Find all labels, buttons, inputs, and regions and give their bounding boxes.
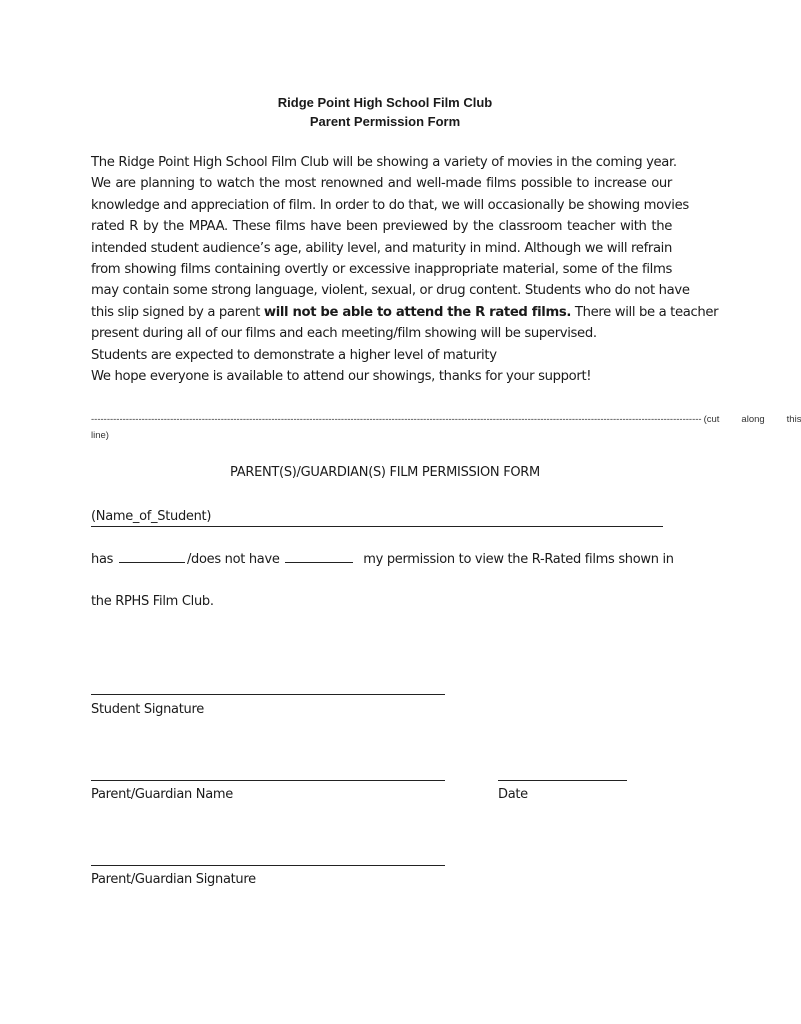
club-text: the RPHS Film Club. xyxy=(91,594,214,609)
warning-bold-text: will not be able to attend the R rated films. xyxy=(263,304,572,320)
paragraph-line: We are planning to watch the most renowned and well-made films possible to increase our xyxy=(91,176,672,192)
cut-word: this xyxy=(786,414,801,425)
parent-signature-line[interactable] xyxy=(91,865,445,866)
cut-dashes: ------------------------------------------------------------------------------------------------------------------------------------------------------------------------------------------------- xyxy=(91,414,702,425)
parent-name-label: Parent/Guardian Name xyxy=(91,787,233,802)
paragraph-line: may contain some strong language, violent, sexual, or drug content. Students who do not have xyxy=(91,283,690,299)
form-title: Ridge Point High School Film Club xyxy=(277,95,493,110)
permission-statement xyxy=(91,550,674,569)
permission-form-heading: PARENT(S)/GUARDIAN(S) FILM PERMISSION FORM xyxy=(230,465,540,480)
cut-word: along xyxy=(741,414,765,425)
student-signature-line[interactable] xyxy=(91,694,445,695)
permission-text: my permission to view the R-Rated films shown in xyxy=(363,552,674,567)
parent-name-line[interactable] xyxy=(91,780,445,781)
student-name-field[interactable] xyxy=(91,508,663,527)
paragraph-line: rated R by the MPAA. These films have been previewed by the classroom teacher with the xyxy=(91,219,672,235)
intro-paragraph xyxy=(91,152,719,387)
does-not-have-blank[interactable] xyxy=(285,550,353,563)
has-label: has xyxy=(91,552,114,567)
paragraph-line: from showing films containing overtly or excessive inappropriate material, some of the films xyxy=(91,262,672,278)
student-name-placeholder: (Name_of_Student) xyxy=(91,509,212,524)
student-signature-label: Student Signature xyxy=(91,702,204,717)
paragraph-line: Students are expected to demonstrate a higher level of maturity xyxy=(91,347,497,363)
form-subtitle: Parent Permission Form xyxy=(309,114,461,129)
paragraph-line: The Ridge Point High School Film Club will be showing a variety of movies in the coming year. xyxy=(91,155,677,170)
cut-word: (cut xyxy=(703,414,720,425)
parent-signature-label: Parent/Guardian Signature xyxy=(91,872,256,887)
paragraph-line: intended student audience’s age, ability level, and maturity in mind. Although we will refrain xyxy=(91,240,672,256)
paragraph-line: knowledge and appreciation of film. In order to do that, we will occasionally be showing movies xyxy=(91,197,689,213)
cut-word: line) xyxy=(91,430,109,441)
does-not-have-label: /does not have xyxy=(186,552,280,567)
date-line[interactable] xyxy=(498,780,627,781)
paragraph-line: We hope everyone is available to attend our showings, thanks for your support! xyxy=(91,369,592,385)
has-blank[interactable] xyxy=(119,550,185,563)
cut-line xyxy=(91,412,801,443)
paragraph-line-warning xyxy=(91,302,719,323)
paragraph-line: present during all of our films and each meeting/film showing will be supervised. xyxy=(91,326,597,342)
warning-post-text: There will be a teacher xyxy=(571,304,719,320)
warning-pre-text: this slip signed by a parent xyxy=(91,304,264,320)
date-label: Date xyxy=(498,787,528,802)
